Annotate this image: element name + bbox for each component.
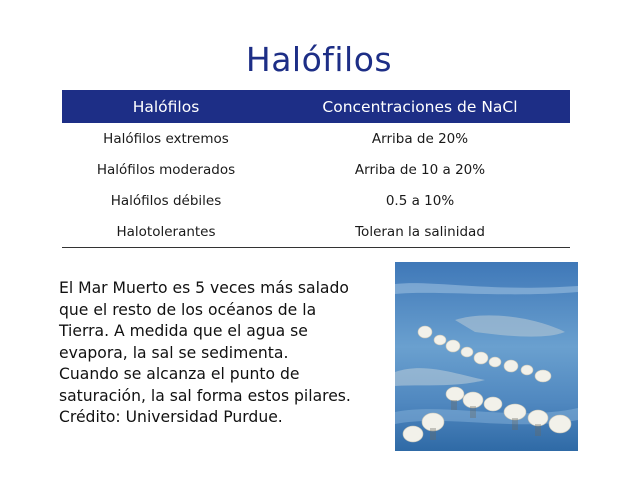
caption-line: que el resto de los océanos de la — [59, 300, 317, 319]
table-row — [62, 123, 570, 154]
column-header-halophiles: Halófilos — [62, 90, 270, 123]
caption-line: evapora, la sal se sedimenta. — [59, 343, 289, 362]
table-cell-concentration: Arriba de 10 a 20% — [354, 161, 486, 178]
caption-line: Cuando se alcanza el punto de — [59, 365, 300, 383]
dead-sea-salt-pillars-photo — [395, 262, 578, 451]
caption-line: Tierra. A medida que el agua se — [59, 322, 308, 340]
caption-line: saturación, la sal forma estos pilares. — [59, 386, 351, 405]
table-row — [62, 185, 570, 216]
dead-sea-caption — [59, 278, 389, 429]
halophiles-table — [62, 90, 570, 248]
table-row — [62, 154, 570, 185]
table-row — [62, 216, 570, 248]
caption-line: Crédito: Universidad Purdue. — [59, 408, 283, 426]
table-cell-concentration: 0.5 a 10% — [385, 192, 455, 209]
table-cell-type: Halófilos moderados — [96, 161, 236, 178]
column-header-nacl: Concentraciones de NaCl — [270, 90, 570, 123]
table-header-row — [62, 90, 570, 123]
table-cell-type: Halófilos extremos — [103, 130, 229, 147]
table-cell-concentration: Toleran la salinidad — [270, 216, 570, 248]
table-cell-type: Halófilos débiles — [110, 192, 222, 209]
slide-title: Halófilos — [245, 40, 393, 79]
table-cell-type: Halotolerantes — [62, 216, 270, 248]
caption-line: El Mar Muerto es 5 veces más salado — [59, 279, 349, 297]
table-cell-concentration: Arriba de 20% — [371, 130, 469, 147]
